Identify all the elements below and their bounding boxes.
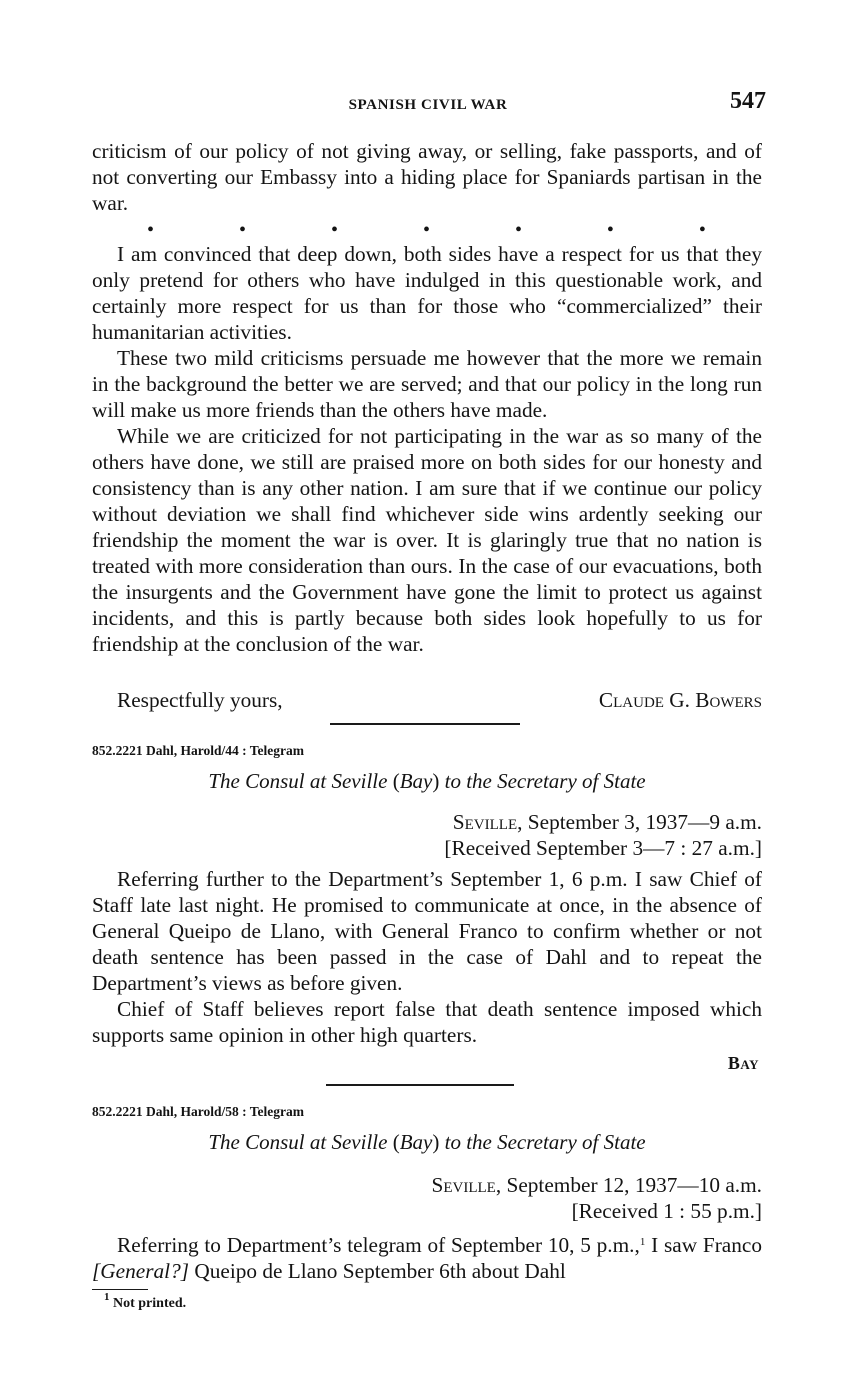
ellipsis-dot: • [330, 219, 338, 241]
heading-text: to the Secretary of State [439, 1130, 646, 1154]
dateline-date: , September 12, 1937—10 a.m. [495, 1173, 762, 1197]
paragraph-text: Chief of Staff believes report false that death sentence imposed which supports same opinion in other high quarters. [92, 997, 762, 1047]
heading-paren: ) [432, 1130, 440, 1154]
heading-paren: ( [392, 1130, 400, 1154]
heading-paren: ( [392, 769, 400, 793]
file-reference: 852.2221 Dahl, Harold/58 : Telegram [92, 1104, 305, 1119]
received-line: [Received 1 : 55 p.m.] [571, 1199, 762, 1223]
ellipsis-dot: • [606, 219, 614, 241]
running-head [90, 88, 766, 122]
telegram-body [92, 866, 762, 1048]
footnote-mark: 1 [104, 1291, 110, 1303]
ellipsis-dot: • [514, 219, 522, 241]
page-number: 547 [730, 88, 766, 114]
footnote-text: Not printed. [109, 1296, 187, 1311]
file-reference: 852.2221 Dahl, Harold/44 : Telegram [92, 743, 305, 758]
ellipsis-dot: • [147, 219, 155, 241]
dateline-date: , September 3, 1937—9 a.m. [517, 810, 762, 834]
document-heading [92, 1130, 762, 1155]
ellipsis-dot: • [238, 219, 246, 241]
ellipsis-row [92, 219, 760, 241]
signature: Claude G. Bowers [598, 688, 762, 712]
closing: Respectfully yours, [117, 688, 283, 712]
paragraph-text: These two mild criticisms persuade me however that the more we remain in the background the better we are served; and that our policy in the long run will make us more friends than the others have made. [92, 346, 762, 422]
footnote [104, 1291, 187, 1312]
footnote-mark: 1 [639, 1236, 646, 1248]
heading-name: Bay [399, 1130, 433, 1154]
heading-paren: ) [432, 769, 440, 793]
ellipsis-dot: • [698, 219, 706, 241]
document-heading [92, 769, 762, 794]
footnote-divider [92, 1289, 148, 1290]
running-title: SPANISH CIVIL WAR [348, 97, 508, 113]
paragraph-text: criticism of our policy of not giving away, or selling, fake passports, and of not converting our Embassy into a hiding place for Spaniards partisan in the war. [92, 139, 762, 215]
section-divider [326, 1084, 514, 1086]
dateline [432, 1172, 763, 1224]
heading-name: Bay [399, 769, 433, 793]
ellipsis-dot: • [422, 219, 430, 241]
dateline [444, 809, 762, 861]
paragraph-continuation [92, 138, 762, 216]
paragraph-text [92, 1232, 762, 1284]
heading-text: to the Secretary of State [439, 769, 646, 793]
text-run: Queipo de Llano September 6th about Dahl [189, 1259, 566, 1283]
dateline-place: Seville [431, 1173, 496, 1197]
signature: Bay [727, 1053, 759, 1073]
editorial-insert: [General?] [92, 1259, 190, 1283]
received-line: [Received September 3—7 : 27 a.m.] [444, 836, 762, 860]
heading-text: The Consul at Seville [208, 769, 393, 793]
letter-body [92, 241, 762, 657]
paragraph-text: Referring further to the Department’s September 1, 6 p.m. I saw Chief of Staff late last night. He promised to communicate at once, in the absence of General Queipo de Llano, with General Franco to confirm whether or not death sentence has been passed in the case of Dahl and to repeat the Department’s views as before given. [92, 867, 762, 995]
paragraph-text: While we are criticized for not participating in the war as so many of the others have done, we still are praised more on both sides for our honesty and consistency than is any other nation. I am sure that if we continue our policy without deviation we shall find whichever side wins ardently seeking our friendship the moment the war is over. It is glaringly true that no nation is treated with more consideration than ours. In the case of our evacuations, both the insurgents and the Government have gone the limit to protect us against incidents, and this is partly because both sides look hopefully to us for friendship at the conclusion of the war. [92, 424, 762, 656]
telegram-body [92, 1232, 762, 1284]
text-run: Referring to Department’s telegram of September 10, 5 p.m., [117, 1233, 640, 1257]
section-divider [330, 723, 520, 725]
dateline-place: Seville [452, 810, 518, 834]
text-run: I saw Franco [645, 1233, 762, 1257]
paragraph-text: I am convinced that deep down, both sides have a respect for us that they only pretend for others who have indulged in this questionable work, and certainly more respect for us than for those who “commercialized” their humanitarian activities. [92, 242, 762, 344]
heading-text: The Consul at Seville [208, 1130, 393, 1154]
